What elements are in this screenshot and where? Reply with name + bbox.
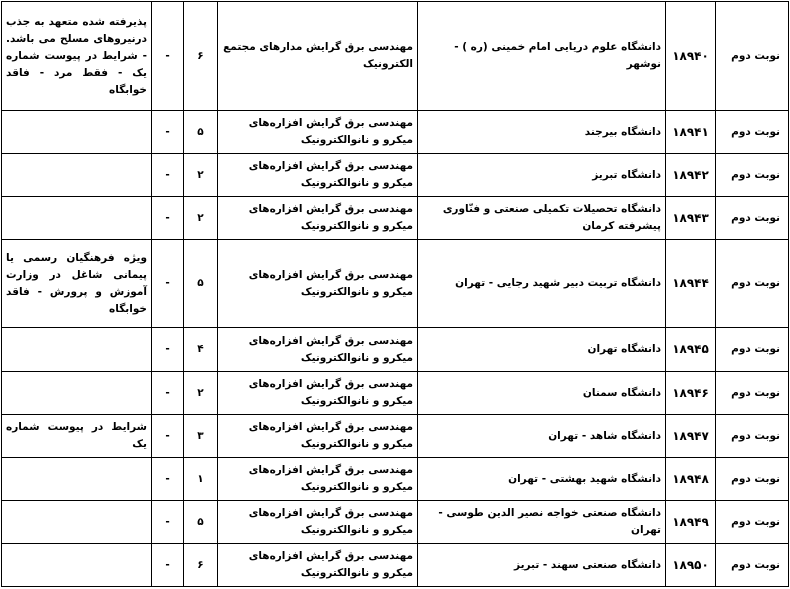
programs-table: [1, 1, 789, 587]
major-cell: مهندسی برق گرایش مدارهای مجتمع الکترونیک: [218, 2, 418, 111]
term-cell: نوبت دوم: [716, 544, 789, 587]
major-cell: مهندسی برق گرایش افزاره‌های میکرو و نانوالکترونیک: [218, 111, 418, 154]
term-cell: نوبت دوم: [716, 111, 789, 154]
code-cell: ۱۸۹۴۳: [666, 197, 716, 240]
dash-cell: -: [152, 501, 184, 544]
code-cell: ۱۸۹۴۴: [666, 240, 716, 328]
term-cell: نوبت دوم: [716, 154, 789, 197]
table-row: [2, 154, 789, 197]
term-cell: نوبت دوم: [716, 240, 789, 328]
table-row: [2, 240, 789, 328]
dash-cell: -: [152, 544, 184, 587]
major-cell: مهندسی برق گرایش افزاره‌های میکرو و نانوالکترونیک: [218, 328, 418, 372]
term-cell: نوبت دوم: [716, 501, 789, 544]
capacity-cell: ۵: [184, 501, 218, 544]
dash-cell: -: [152, 458, 184, 501]
dash-cell: -: [152, 415, 184, 458]
term-cell: نوبت دوم: [716, 2, 789, 111]
table-row: [2, 111, 789, 154]
table-row: [2, 501, 789, 544]
capacity-cell: ۲: [184, 154, 218, 197]
major-cell: مهندسی برق گرایش افزاره‌های میکرو و نانوالکترونیک: [218, 372, 418, 415]
capacity-cell: ۵: [184, 111, 218, 154]
note-cell: [2, 328, 152, 372]
capacity-cell: ۶: [184, 544, 218, 587]
university-cell: دانشگاه صنعتی سهند - تبریز: [418, 544, 666, 587]
note-cell: [2, 197, 152, 240]
note-cell: ویژه فرهنگیان رسمی یا پیمانی شاغل در وزارت آموزش و پرورش - فاقد خوابگاه: [2, 240, 152, 328]
capacity-cell: ۶: [184, 2, 218, 111]
university-cell: دانشگاه تربیت دبیر شهید رجایی - تهران: [418, 240, 666, 328]
dash-cell: -: [152, 240, 184, 328]
note-cell: پذیرفته شده متعهد به جذب درنیروهای مسلح می باشد. - شرایط در پیوست شماره یک - فقط مرد - فاقد خوابگاه: [2, 2, 152, 111]
term-cell: نوبت دوم: [716, 458, 789, 501]
university-cell: دانشگاه سمنان: [418, 372, 666, 415]
term-cell: نوبت دوم: [716, 372, 789, 415]
major-cell: مهندسی برق گرایش افزاره‌های میکرو و نانوالکترونیک: [218, 458, 418, 501]
code-cell: ۱۸۹۴۱: [666, 111, 716, 154]
university-cell: دانشگاه علوم دریایی امام خمینی (ره ) - نوشهر: [418, 2, 666, 111]
university-cell: دانشگاه تحصیلات تکمیلی صنعتی و فنّاوری پیشرفته کرمان: [418, 197, 666, 240]
capacity-cell: ۴: [184, 328, 218, 372]
code-cell: ۱۸۹۴۶: [666, 372, 716, 415]
capacity-cell: ۲: [184, 372, 218, 415]
table-row: [2, 544, 789, 587]
code-cell: ۱۸۹۴۲: [666, 154, 716, 197]
code-cell: ۱۸۹۴۰: [666, 2, 716, 111]
code-cell: ۱۸۹۴۸: [666, 458, 716, 501]
table-row: [2, 415, 789, 458]
code-cell: ۱۸۹۴۷: [666, 415, 716, 458]
capacity-cell: ۲: [184, 197, 218, 240]
dash-cell: -: [152, 154, 184, 197]
university-cell: دانشگاه شاهد - تهران: [418, 415, 666, 458]
note-cell: [2, 544, 152, 587]
major-cell: مهندسی برق گرایش افزاره‌های میکرو و نانوالکترونیک: [218, 415, 418, 458]
table-row: [2, 197, 789, 240]
table-row: [2, 372, 789, 415]
major-cell: مهندسی برق گرایش افزاره‌های میکرو و نانوالکترونیک: [218, 544, 418, 587]
code-cell: ۱۸۹۴۹: [666, 501, 716, 544]
dash-cell: -: [152, 328, 184, 372]
major-cell: مهندسی برق گرایش افزاره‌های میکرو و نانوالکترونیک: [218, 240, 418, 328]
dash-cell: -: [152, 2, 184, 111]
dash-cell: -: [152, 111, 184, 154]
major-cell: مهندسی برق گرایش افزاره‌های میکرو و نانوالکترونیک: [218, 154, 418, 197]
code-cell: ۱۸۹۴۵: [666, 328, 716, 372]
capacity-cell: ۵: [184, 240, 218, 328]
note-cell: شرایط در پیوست شماره یک: [2, 415, 152, 458]
university-cell: دانشگاه تبریز: [418, 154, 666, 197]
term-cell: نوبت دوم: [716, 415, 789, 458]
major-cell: مهندسی برق گرایش افزاره‌های میکرو و نانوالکترونیک: [218, 501, 418, 544]
table-row: [2, 458, 789, 501]
university-cell: دانشگاه صنعتی خواجه نصیر الدین طوسی - تهران: [418, 501, 666, 544]
code-cell: ۱۸۹۵۰: [666, 544, 716, 587]
capacity-cell: ۳: [184, 415, 218, 458]
note-cell: [2, 111, 152, 154]
university-cell: دانشگاه شهید بهشتی - تهران: [418, 458, 666, 501]
dash-cell: -: [152, 372, 184, 415]
term-cell: نوبت دوم: [716, 197, 789, 240]
term-cell: نوبت دوم: [716, 328, 789, 372]
dash-cell: -: [152, 197, 184, 240]
note-cell: [2, 154, 152, 197]
note-cell: [2, 458, 152, 501]
major-cell: مهندسی برق گرایش افزاره‌های میکرو و نانوالکترونیک: [218, 197, 418, 240]
university-cell: دانشگاه بیرجند: [418, 111, 666, 154]
note-cell: [2, 372, 152, 415]
university-cell: دانشگاه تهران: [418, 328, 666, 372]
capacity-cell: ۱: [184, 458, 218, 501]
table-row: [2, 2, 789, 111]
table-row: [2, 328, 789, 372]
note-cell: [2, 501, 152, 544]
